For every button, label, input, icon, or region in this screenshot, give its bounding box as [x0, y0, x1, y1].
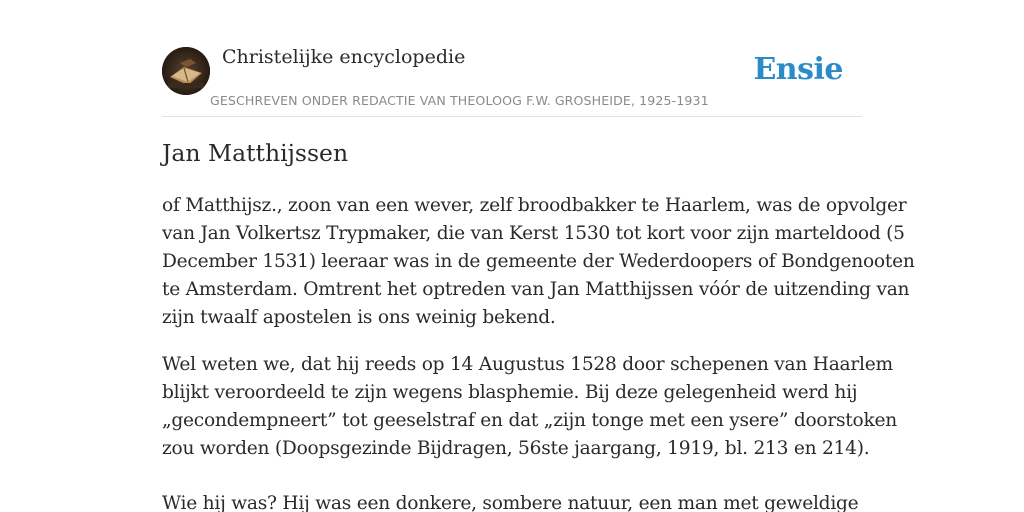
book-photo-icon	[162, 47, 210, 95]
article-paragraph	[162, 192, 915, 332]
site-title[interactable]: Christelijke encyclopedie	[222, 46, 466, 68]
paragraph-line: „gecondempneert” tot geeselstraf en dat „zijn tonge met een ysere” doorstoken	[162, 410, 897, 431]
paragraph-line: blijkt veroordeeld te zijn wegens blasphemie. Bij deze gelegenheid werd hij	[162, 382, 858, 403]
article-title: Jan Matthijssen	[162, 139, 349, 167]
paragraph-line: Wel weten we, dat hij reeds op 14 Augustus 1528 door schepenen van Haarlem	[162, 354, 893, 375]
paragraph-line: zijn twaalf apostelen is ons weinig bekend.	[162, 307, 556, 328]
paragraph-line: December 1531) leeraar was in de gemeente der Wederdoopers of Bondgenooten	[162, 251, 915, 272]
site-header	[162, 44, 862, 117]
article-paragraph	[162, 490, 862, 512]
paragraph-line: te Amsterdam. Omtrent het optreden van Jan Matthijssen vóór de uitzending van	[162, 279, 910, 300]
paragraph-line: zou worden (Doopsgezinde Bijdragen, 56ste jaargang, 1919, bl. 213 en 214).	[162, 438, 870, 459]
paragraph-line: Wie hij was? Hij was een donkere, sombere natuur, een man met geweldige	[162, 493, 859, 512]
site-subtitle: GESCHREVEN ONDER REDACTIE VAN THEOLOOG F.W. GROSHEIDE, 1925-1931	[210, 93, 709, 108]
article-paragraph	[162, 351, 897, 463]
paragraph-line: van Jan Volkertsz Trypmaker, die van Kerst 1530 tot kort voor zijn marteldood (5	[162, 223, 905, 244]
paragraph-line: of Matthijsz., zoon van een wever, zelf broodbakker te Haarlem, was de opvolger	[162, 195, 907, 216]
encyclopedia-logo-image[interactable]	[162, 47, 210, 95]
brand-logo[interactable]: Ensie	[753, 52, 843, 87]
